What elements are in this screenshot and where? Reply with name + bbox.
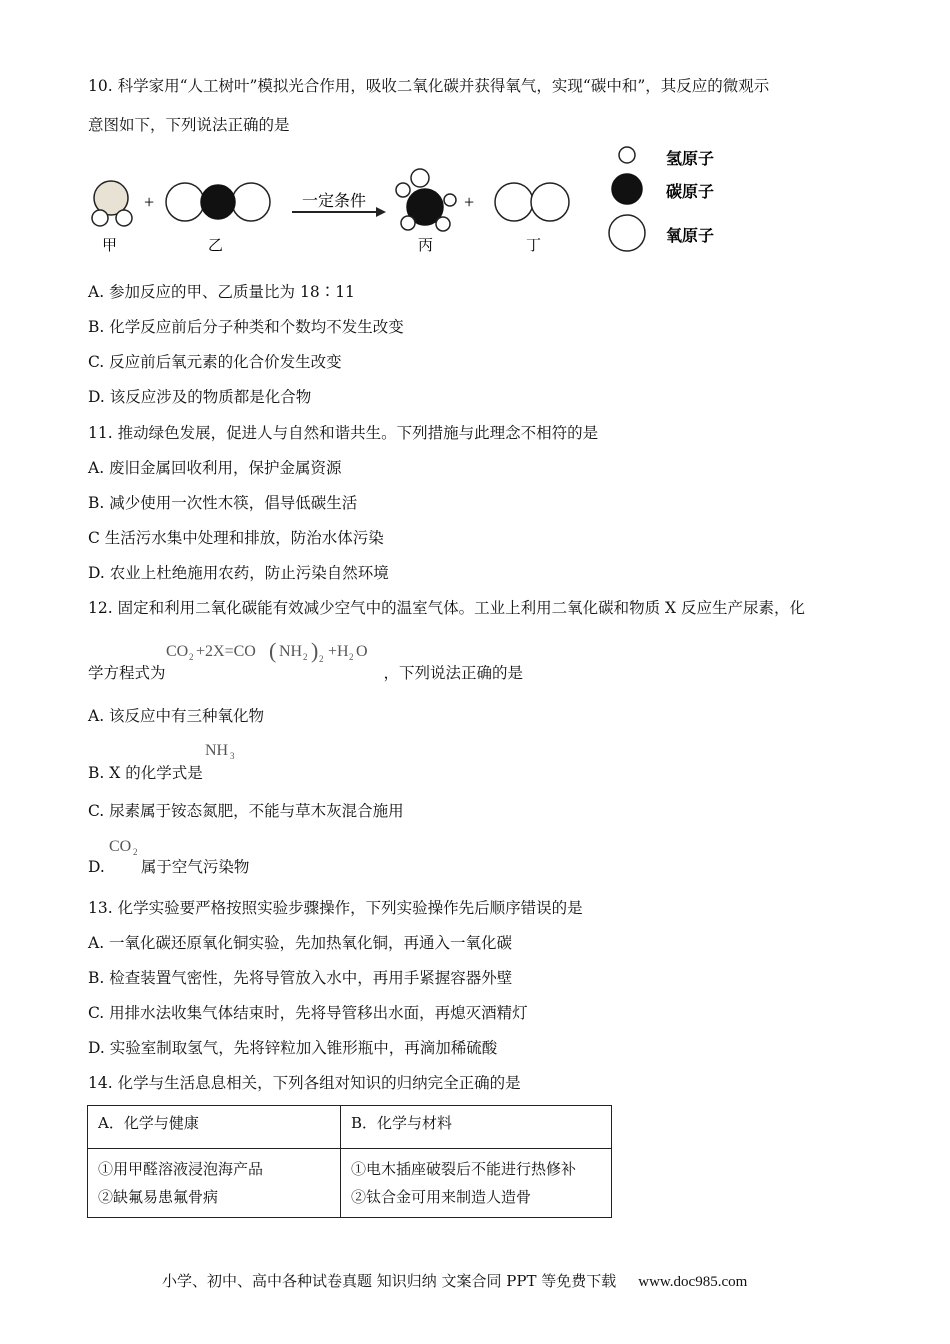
table-cell-a-item-1: ①用甲醛溶液浸泡海产品 <box>98 1160 264 1178</box>
q12-stem-prefix: 学方程式为 <box>88 664 166 682</box>
q11-option-c: C 生活污水集中处理和排放，防治水体污染 <box>88 529 384 547</box>
legend-carbon: 碳原子 <box>666 182 715 201</box>
svg-text:+2X=CO: +2X=CO <box>195 643 256 660</box>
svg-text:2: 2 <box>318 654 324 664</box>
svg-text:NH: NH <box>204 742 228 759</box>
reaction-arrow <box>292 191 386 217</box>
table-cell-b <box>341 1149 612 1218</box>
nh3-formula-image <box>203 740 243 771</box>
q11-option-b: B. 减少使用一次性木筷，倡导低碳生活 <box>88 494 358 512</box>
hydrogen-atom <box>92 210 108 226</box>
svg-text:2: 2 <box>302 652 308 662</box>
svg-text:): ) <box>310 640 318 663</box>
reaction-diagram <box>80 140 740 260</box>
q12-stem-line1: 12. 固定和利用二氧化碳能有效减少空气中的温室气体。工业上利用二氧化碳和物质 X 反应生产尿素，化 <box>88 599 805 617</box>
hydrogen-atom <box>444 194 456 206</box>
oxygen-atom <box>232 183 270 221</box>
q12-option-b <box>88 742 243 785</box>
q11-stem: 11. 推动绿色发展，促进人与自然和谐共生。下列措施与此理念不相符的是 <box>88 424 599 442</box>
co2-formula-image <box>105 836 141 867</box>
molecule-jia <box>92 181 132 226</box>
arrow-label: 一定条件 <box>302 191 367 210</box>
oxygen-legend-icon <box>609 215 645 251</box>
q11-option-a: A. 废旧金属回收利用，保护金属资源 <box>88 459 342 477</box>
q11-option-d: D. 农业上杜绝施用农药，防止污染自然环境 <box>88 564 389 582</box>
molecule-yi <box>166 183 270 221</box>
page-footer <box>162 1270 747 1291</box>
label-ding: 丁 <box>526 236 542 254</box>
hydrogen-legend-icon <box>619 147 635 163</box>
q12-option-d <box>88 838 250 879</box>
hydrogen-atom <box>116 210 132 226</box>
label-yi: 乙 <box>208 236 224 254</box>
q10-option-a: A. 参加反应的甲、乙质量比为 18∶11 <box>88 283 355 301</box>
label-bing: 丙 <box>418 236 434 254</box>
svg-text:NH: NH <box>278 643 302 660</box>
q13-option-d: D. 实验室制取氢气，先将锌粒加入锥形瓶中，再滴加稀硫酸 <box>88 1039 498 1057</box>
svg-text:2: 2 <box>188 652 194 662</box>
q13-option-b: B. 检查装置气密性，先将导管放入水中，再用手紧握容器外壁 <box>88 969 513 987</box>
q12-option-d-prefix: D. <box>88 858 105 876</box>
q13-stem: 13. 化学实验要严格按照实验步骤操作，下列实验操作先后顺序错误的是 <box>88 899 583 917</box>
svg-text:+H: +H <box>327 643 349 660</box>
q12-option-c: C. 尿素属于铵态氮肥，不能与草木灰混合施用 <box>88 802 404 820</box>
carbon-legend-icon <box>612 174 642 204</box>
svg-text:3: 3 <box>229 751 235 761</box>
equation-image <box>166 640 384 673</box>
svg-text:O: O <box>355 643 368 660</box>
q14-stem: 14. 化学与生活息息相关，下列各组对知识的归纳完全正确的是 <box>88 1074 521 1092</box>
svg-text:CO: CO <box>108 838 132 855</box>
table-cell-a-item-2: ②缺氟易患氟骨病 <box>98 1188 219 1206</box>
hydrogen-atom <box>401 216 415 230</box>
label-jia: 甲 <box>102 236 118 254</box>
q12-stem-suffix: ，下列说法正确的是 <box>383 664 524 682</box>
molecule-ding <box>495 183 569 221</box>
table-cell-b-item-1: ①电木插座破裂后不能进行热修补 <box>351 1160 577 1178</box>
q10-option-d: D. 该反应涉及的物质都是化合物 <box>88 388 312 406</box>
knowledge-table <box>87 1105 612 1218</box>
plus-sign-2: + <box>464 192 475 212</box>
table-cell-a <box>88 1149 341 1218</box>
footer-text: 小学、初中、高中各种试卷真题 知识归纳 文案合同 PPT 等免费下载 <box>162 1272 617 1290</box>
molecule-bing <box>396 169 456 231</box>
arrow-head-icon <box>376 207 386 217</box>
svg-text:2: 2 <box>132 847 138 857</box>
q10-option-b: B. 化学反应前后分子种类和个数均不发生改变 <box>88 318 404 336</box>
svg-text:CO: CO <box>165 643 188 660</box>
oxygen-atom <box>166 183 204 221</box>
table-header-b: B．化学与材料 <box>341 1106 612 1149</box>
table-header-a: A．化学与健康 <box>88 1106 341 1149</box>
carbon-atom <box>201 185 235 219</box>
oxygen-atom <box>411 169 429 187</box>
table-cell-b-item-2: ②钛合金可用来制造人造骨 <box>351 1188 532 1206</box>
hydrogen-atom <box>396 183 410 197</box>
q12-stem-line2 <box>88 640 524 685</box>
q10-stem-line2: 意图如下，下列说法正确的是 <box>88 116 290 134</box>
atom-legend <box>609 147 714 251</box>
q13-option-a: A. 一氧化碳还原氧化铜实验，先加热氧化铜，再通入一氧化碳 <box>88 934 513 952</box>
legend-oxygen: 氧原子 <box>666 226 715 245</box>
q13-option-c: C. 用排水法收集气体结束时，先将导管移出水面，再熄灭酒精灯 <box>88 1004 528 1022</box>
q10-stem-line1: 10. 科学家用“人工树叶”模拟光合作用，吸收二氧化碳并获得氧气，实现“碳中和”，其反应的微观示 <box>88 77 770 95</box>
q12-option-b-prefix: B. X 的化学式是 <box>88 764 203 782</box>
q12-option-a: A. 该反应中有三种氧化物 <box>88 707 265 725</box>
oxygen-atom <box>495 183 533 221</box>
q12-option-d-suffix: 属于空气污染物 <box>140 858 250 876</box>
footer-url-link[interactable]: www.doc985.com <box>638 1274 748 1290</box>
svg-text:(: ( <box>268 640 276 663</box>
svg-text:2: 2 <box>348 652 354 662</box>
plus-sign-1: + <box>144 192 155 212</box>
q10-option-c: C. 反应前后氧元素的化合价发生改变 <box>88 353 342 371</box>
legend-hydrogen: 氢原子 <box>666 149 715 168</box>
oxygen-atom <box>531 183 569 221</box>
hydrogen-atom <box>436 217 450 231</box>
